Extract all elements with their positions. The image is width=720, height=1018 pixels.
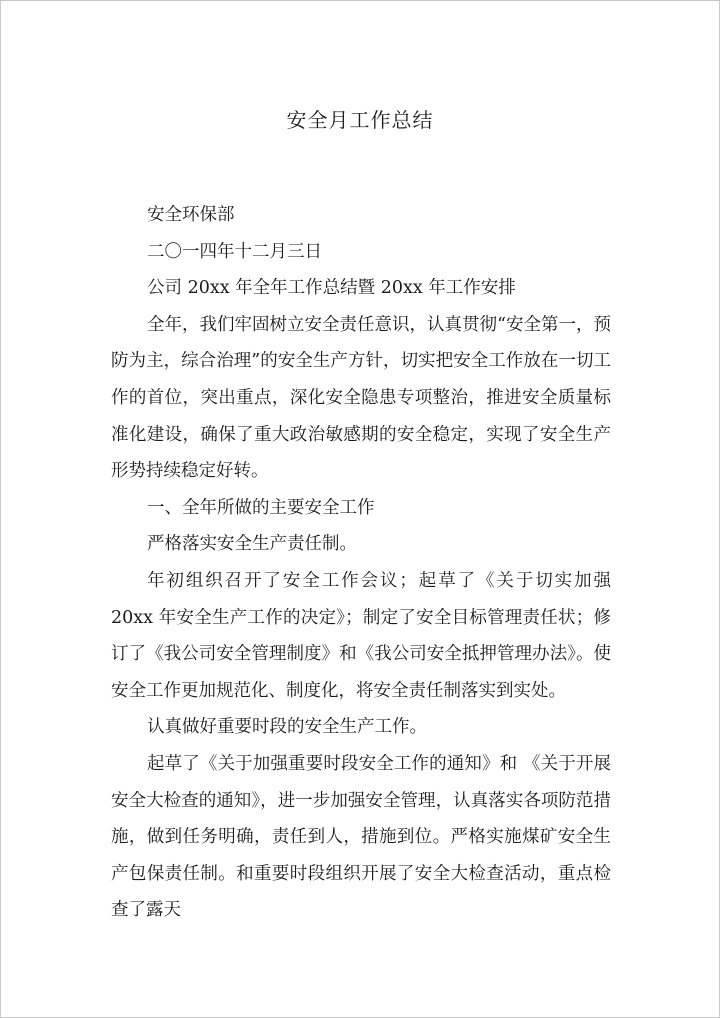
- subheading-key-periods: 认真做好重要时段的安全生产工作。: [147, 717, 427, 738]
- subheading-responsibility: 严格落实安全生产责任制。: [147, 534, 357, 555]
- responsibility-paragraph: 年初组织召开了安全工作会议；起草了《关于切实加强 20xx 年安全生产工作的决定》；制定了安全目标管理责任状；修订了《我公司安全管理制度》和《我公司安全抵押管理办法》。使安全工作更加规范化、制度化，将安全责任制落实到实处。: [111, 570, 611, 701]
- intro-paragraph: 全年，我们牢固树立安全责任意识，认真贯彻“安全第一，预防为主，综合治理”的安全生产方针，切实把安全工作放在一切工作的首位，突出重点，深化安全隐患专项整治，推进安全质量标准化建设，确保了重大政治敏感期的安全稳定，实现了安全生产形势持续稳定好转。: [111, 314, 611, 482]
- date-line: 二〇一四年十二月三日: [147, 241, 322, 262]
- subtitle-line: 公司 20xx 年全年工作总结暨 20xx 年工作安排: [147, 278, 516, 299]
- document-title: 安全月工作总结: [286, 108, 434, 132]
- section-heading: 一、全年所做的主要安全工作: [147, 497, 375, 518]
- key-periods-paragraph: 起草了《关于加强重要时段安全工作的通知》和 《关于开展安全大检查的通知》，进一步加强安全管理，认真落实各项防范措施，做到任务明确，责任到人，措施到位。严格实施煤矿安全生产包保责任制。和重要时段组织开展了安全大检查活动，重点检查了露天: [111, 753, 611, 921]
- department-line: 安全环保部: [147, 205, 235, 225]
- document-body: [111, 197, 611, 929]
